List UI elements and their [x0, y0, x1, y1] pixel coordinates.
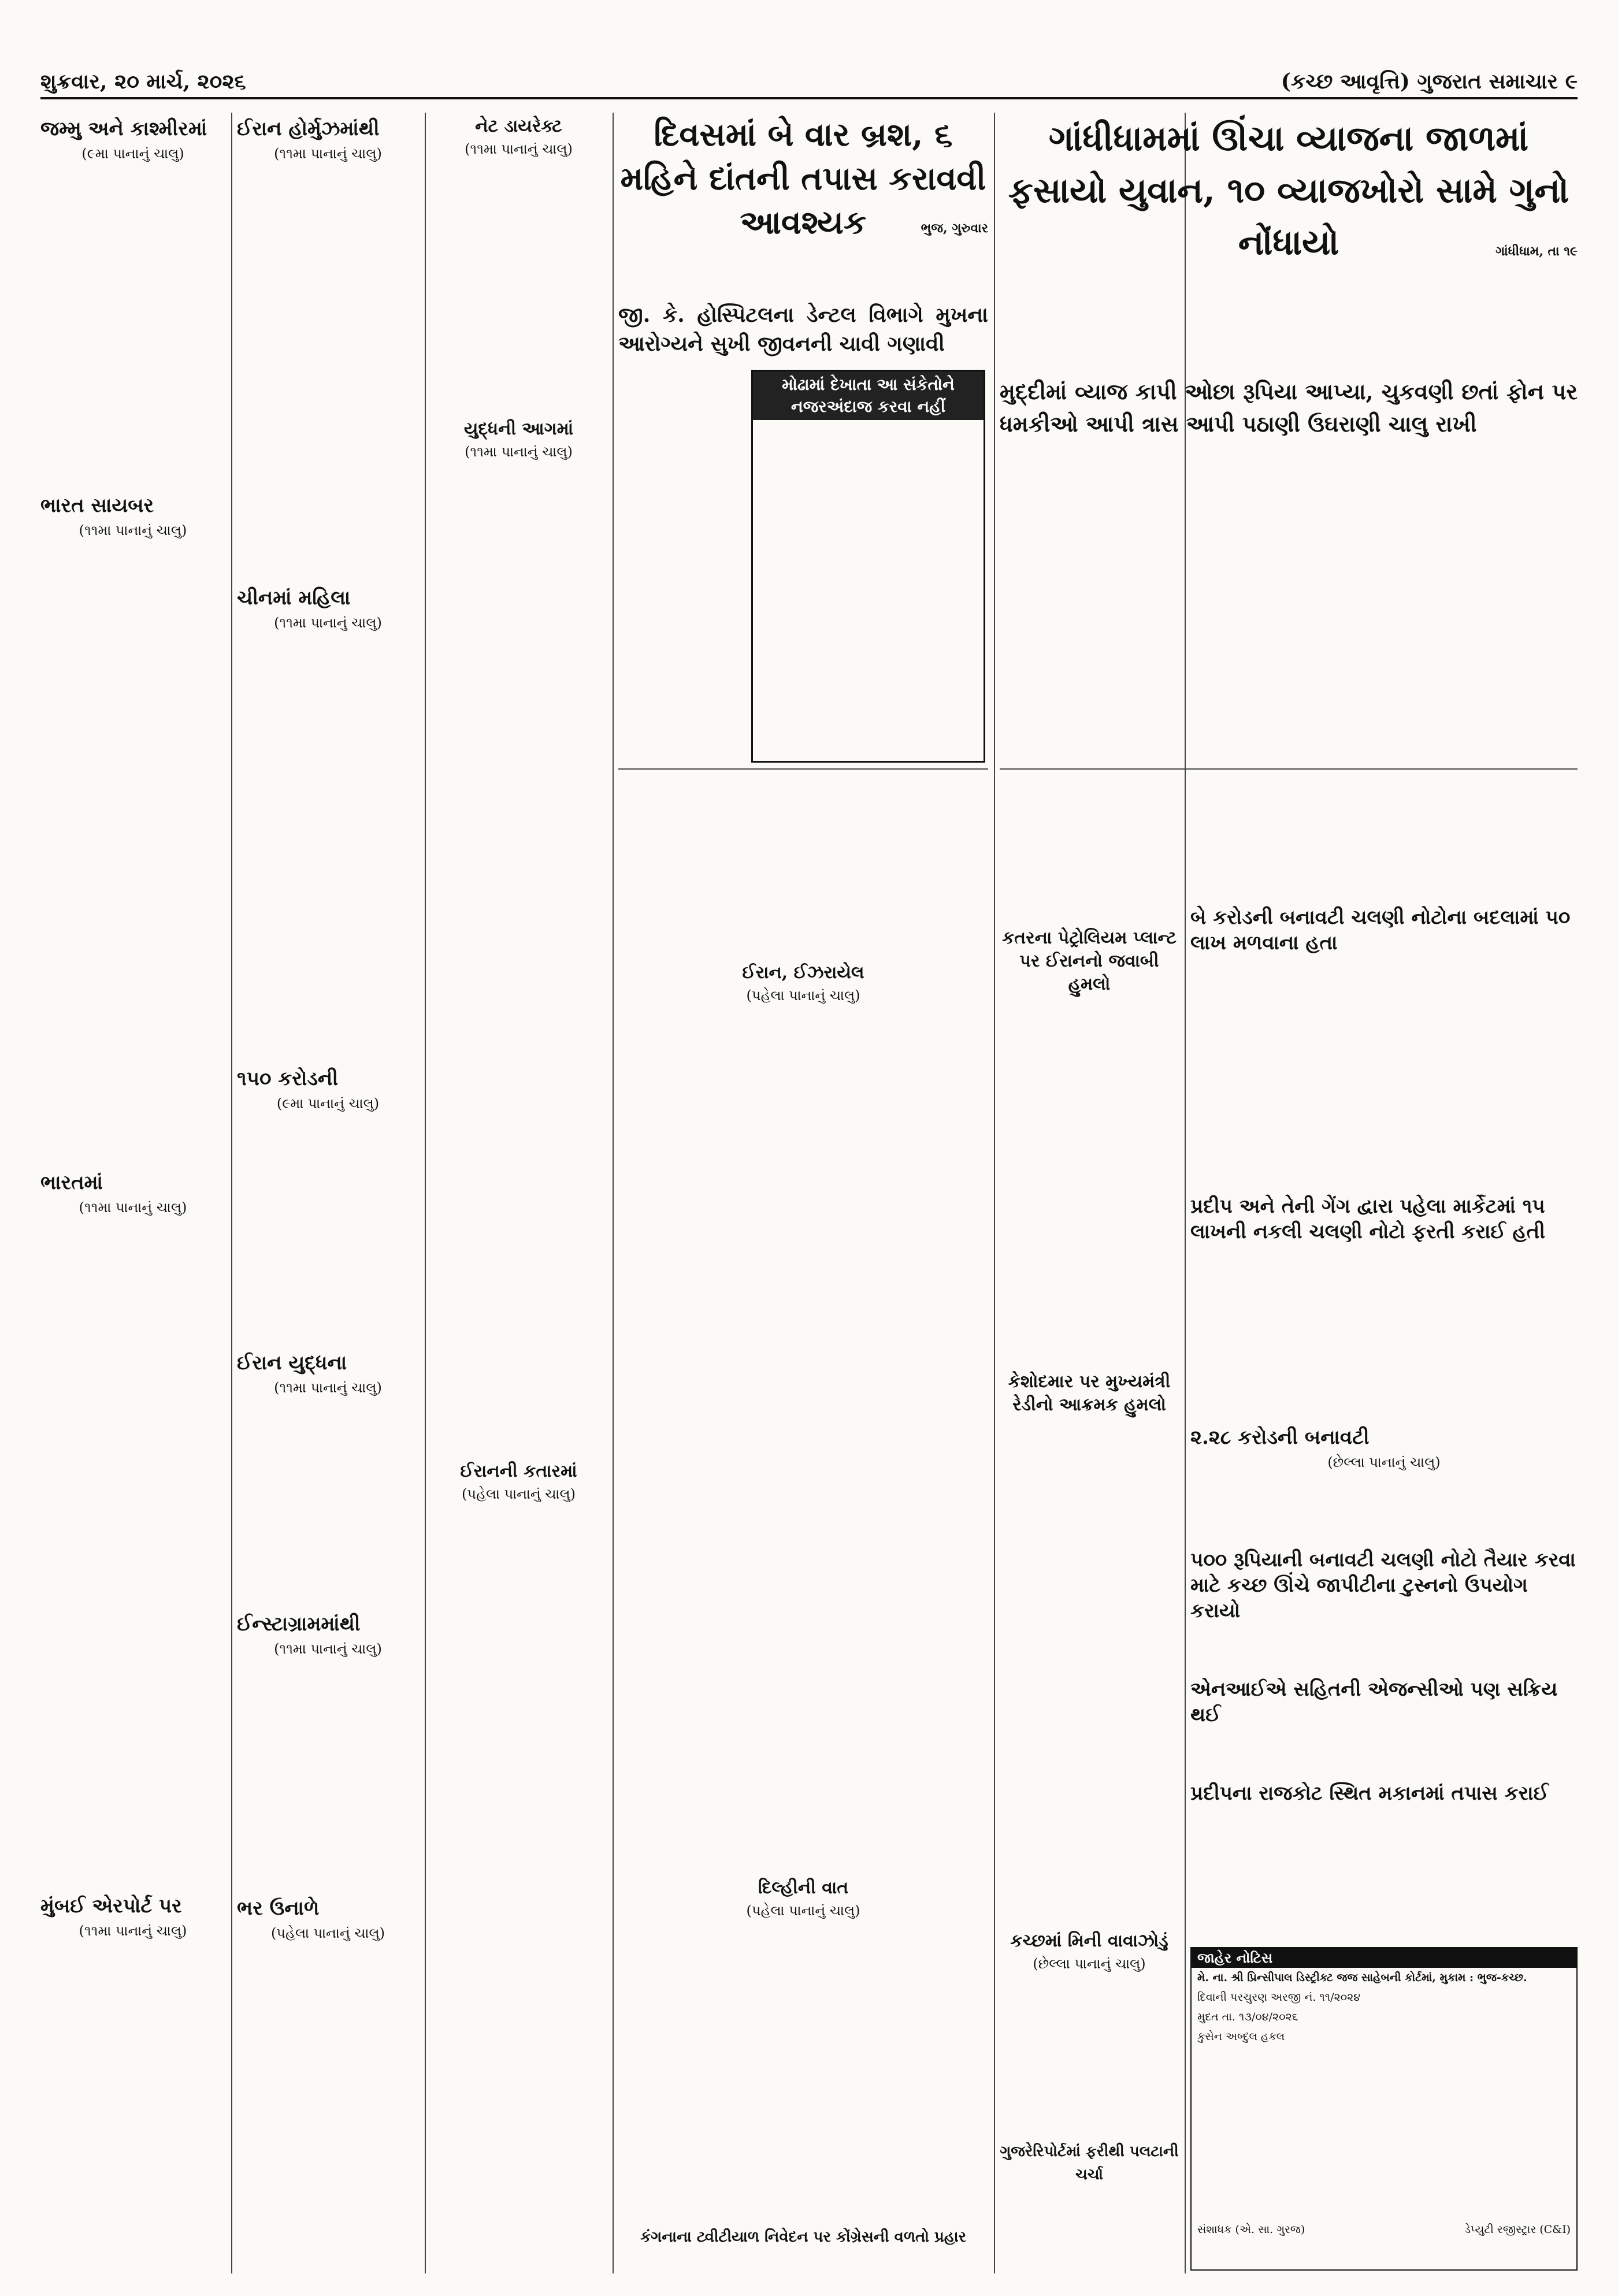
continuation: (૧૧મા પાનાનું ચાલુ): [465, 141, 573, 157]
headline: મુંબઈ એરપોર્ટ પર: [40, 1894, 182, 1918]
continuation: (૧૧મા પાનાનું ચાલુ): [79, 522, 187, 538]
article-body: [40, 543, 225, 1166]
page-number: ૯: [1565, 69, 1578, 94]
notice-court: મે. ના. શ્રી પ્રિન્સીપાલ ડિસ્ટ્રીક્ટ જજ સાહેબની કોર્ટમાં, મુકામ : ભુજ-કચ્છ.: [1197, 1971, 1527, 1984]
article-body: [618, 774, 988, 959]
continuation: (પહેલા પાનાનું ચાલુ): [271, 1925, 385, 1941]
headline: યુદ્ધની આગમાં: [463, 419, 574, 439]
subheadline: મુદ્દીમાં વ્યાજ કાપી ઓછા રૂપિયા આપ્યા, ચુકવણી છતાં ફોન પર ધમકીઓ આપી ત્રાસ આપી પઠાણી ઉઘરાણી ચાલુ રાખી: [1000, 378, 1578, 437]
story-divider: [618, 768, 988, 770]
issue-date: શુક્રવાર, ૨૦ માર્ચ, ૨૦૨૬: [40, 69, 246, 94]
article-body: [618, 1008, 988, 1874]
continuation: (છેલ્લા પાનાનું ચાલુ): [1327, 1454, 1441, 1470]
column-rule: [425, 113, 426, 2273]
headline: કચ્છમાં મિની વાવાઝોડું: [1010, 1931, 1168, 1951]
gandhidham-headline: ગાંધીધામમાં ઊંચા વ્યાજના જાળમાં ફસાયો યુવાન, ૧૦ વ્યાજખોરો સામે ગુનો નોંધાયો: [1008, 118, 1569, 263]
notice-date: મુદત તા. ૧૩/૦૪/૨૦૨૬: [1197, 2011, 1298, 2023]
notice-applicant: કુસેન અબ્દુલ હકલ: [1197, 2030, 1285, 2043]
article-body: [431, 161, 607, 415]
column-3: [431, 113, 607, 2273]
notice-signatures: [1192, 2220, 1576, 2239]
column-rule: [994, 113, 995, 2273]
article-body: [40, 1220, 225, 1890]
continuation: (૧૧મા પાનાનું ચાલુ): [274, 615, 382, 631]
brush-intro: [618, 220, 988, 300]
headline: ઈરાનની કતારમાં: [460, 1461, 577, 1481]
headline: ઈન્સ્ટાગ્રામમાંથી: [237, 1613, 361, 1636]
gandhidham-subhead: [1000, 376, 1578, 451]
column-4: [618, 774, 988, 2271]
headline: ૨.૨૮ કરોડની બનાવટી: [1190, 1426, 1370, 1449]
headline: બે કરોડની બનાવટી ચલણી નોટોના બદલામાં ૫૦ લાખ મળવાના હતા: [1190, 906, 1571, 954]
signatory: સંશાધક (એ. સા. ગુરજ): [1197, 2223, 1305, 2236]
edition-label: [1281, 69, 1578, 94]
subheadline: ગુજરેરિપોર્ટમાં ફરીથી પલટાની ચર્ચા: [1000, 2143, 1179, 2183]
column-5: [1000, 774, 1179, 2271]
signatory: ડેપ્યુટી રજીસ્ટ્રાર (C&I): [1464, 2223, 1571, 2236]
dateline: ભુજ, ગુરુવાર: [921, 221, 988, 236]
masthead: [40, 65, 1578, 99]
article-body: [1190, 1248, 1578, 1421]
headline: ચીનમાં મહિલા: [237, 586, 351, 610]
continuation: (૧૧મા પાનાનું ચાલુ): [465, 444, 573, 460]
article-body: [1000, 998, 1179, 1368]
public-notice: [1190, 1947, 1578, 2271]
headline: ભર ઉનાળે: [237, 1897, 320, 1920]
edition: (કચ્છ આવૃત્તિ): [1281, 69, 1410, 94]
article-body: [1000, 774, 1179, 924]
brush-sidebar-box: [751, 370, 985, 763]
continuation: (૯મા પાનાનું ચાલુ): [276, 1095, 380, 1112]
article-body: [1190, 1474, 1578, 1544]
brush-subhead: [618, 300, 988, 364]
column-1: [40, 113, 225, 2273]
continuation: (૧૧મા પાનાનું ચાલુ): [79, 1923, 187, 1939]
article-body: [1000, 1976, 1179, 2138]
article-body: [1190, 1731, 1578, 1777]
continuation: (૧૧મા પાનાનું ચાલુ): [79, 1199, 187, 1216]
subheadline: જી. કે. હોસ્પિટલના ડેન્ટલ વિભાગે મુખના આરોગ્યને સુખી જીવનની ચાવી ગણાવી: [618, 303, 988, 356]
continuation: (૧૧મા પાનાનું ચાલુ): [274, 1380, 382, 1396]
column-2: [237, 113, 419, 2273]
sidebar-title: મોઢામાં દેખાતા આ સંકેતોને નજરઅંદાજ કરવા નહીં: [753, 371, 984, 420]
article-body: [237, 635, 419, 1062]
headline: ૧૫૦ કરોડની: [237, 1067, 339, 1090]
article-body: [237, 166, 419, 582]
article-body: [237, 1116, 419, 1347]
article-body: [1190, 774, 1578, 901]
column-6: [1190, 774, 1578, 1941]
continuation: (૯મા પાનાનું ચાલુ): [81, 146, 184, 162]
notice-body: [1192, 2046, 1576, 2220]
headline: ઈરાન યુદ્ધના: [237, 1351, 347, 1374]
headline: ભારતમાં: [40, 1171, 103, 1194]
headline: પ્રદીપના રાજકોટ સ્થિત મકાનમાં તપાસ કરાઈ: [1190, 1782, 1549, 1805]
headline: ઈરાન હોર્મુઝમાંથી: [237, 117, 380, 140]
dateline: ગાંધીધામ, તા ૧૯: [1495, 244, 1578, 259]
article-body: [618, 1923, 988, 2223]
notice-case: દિવાની પરચુરણ અરજી નં. ૧૧/૨૦૨૪: [1197, 1991, 1361, 2004]
headline: ભારત સાયબર: [40, 494, 154, 517]
notice-title: જાહેર નોટિસ: [1192, 1948, 1576, 1968]
article-body: [40, 166, 225, 489]
paper-name: ગુજરાત સમાચાર: [1417, 69, 1558, 94]
story-divider: [1000, 768, 1578, 770]
continuation: (પહેલા પાનાનું ચાલુ): [462, 1486, 576, 1502]
continuation: (૧૧મા પાનાનું ચાલુ): [274, 1641, 382, 1657]
article-body: [237, 1400, 419, 1608]
article-body: [1190, 1627, 1578, 1673]
continuation: (૧૧મા પાનાનું ચાલુ): [274, 146, 382, 162]
brush-headline: દિવસમાં બે વાર બ્રશ, ૬ મહિને દાંતની તપાસ કરાવવી આવશ્યક: [620, 116, 986, 242]
article-body: [1190, 959, 1578, 1190]
headline: એનઆઈએ સહિતની એજન્સીઓ પણ સક્રિય થઈ: [1190, 1678, 1558, 1726]
continuation: (છેલ્લા પાનાનું ચાલુ): [1033, 1956, 1146, 1972]
headline: ૫૦૦ રૂપિયાની બનાવટી ચલણી નોટો તૈયાર કરવા માટે કચ્છ ઊંચે જાપીટીના ટુસ્નનો ઉપયોગ કરાયો: [1190, 1548, 1576, 1622]
headline: કતરના પેટ્રોલિયમ પ્લાન્ટ પર ઈરાનનો જવાબી હુમલો: [1002, 928, 1177, 994]
headline: ઈરાન, ઈઝરાયેલ: [742, 963, 864, 983]
headline: કેશોદમાર પર મુખ્યમંત્રી રેડીનો આક્રમક હુમલો: [1008, 1372, 1171, 1415]
subheadline: કંગનાના ટ્વીટીયાળ નિવેદન પર કોંગ્રેસની વળતો પ્રહાર: [640, 2228, 967, 2246]
continuation: (પહેલા પાનાનું ચાલુ): [746, 1903, 860, 1919]
article-body: [1000, 1419, 1179, 1927]
headline: જમ્મુ અને કાશ્મીરમાં: [40, 117, 207, 140]
gandhidham-intro: [1000, 243, 1578, 376]
continuation: (પહેલા પાનાનું ચાલુ): [746, 987, 860, 1004]
column-rule: [231, 113, 232, 2273]
column-rule: [613, 113, 614, 2273]
article-body: [237, 1661, 419, 1892]
headline: પ્રદીપ અને તેની ગેંગ દ્વારા પહેલા માર્કેટમાં ૧૫ લાખની નકલી ચલણી નોટો ફરતી કરાઈ હતી: [1190, 1195, 1545, 1243]
article-body: [431, 464, 607, 1458]
headline: નેટ ડાયરેક્ટ: [475, 116, 562, 136]
headline: દિલ્હીની વાત: [758, 1878, 849, 1898]
